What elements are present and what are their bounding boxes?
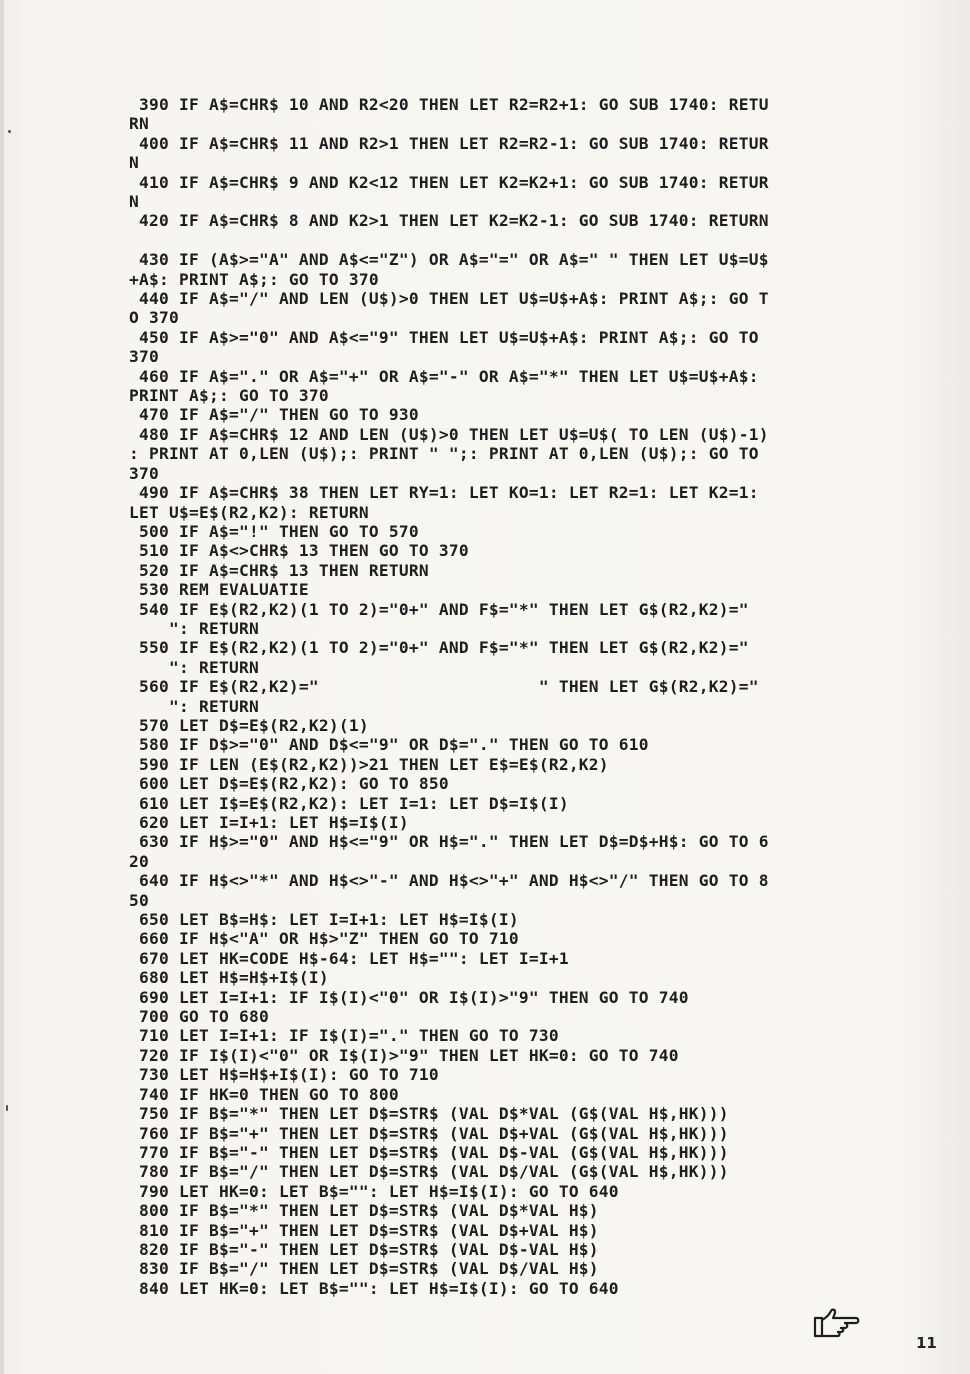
program-line: 440 IF A$="/" AND LEN (U$)>0 THEN LET U$=U$+A$: PRINT A$;: GO T O 370 — [129, 289, 769, 328]
program-line: 640 IF H$<>"*" AND H$<>"-" AND H$<>"+" AND H$<>"/" THEN GO TO 8 50 — [129, 871, 769, 910]
program-line: 820 IF B$="-" THEN LET D$=STR$ (VAL D$-VAL H$) — [129, 1239, 599, 1259]
page-fold-shadow — [0, 0, 4, 1374]
program-line: 390 IF A$=CHR$ 10 AND R2<20 THEN LET R2=R2+1: GO SUB 1740: RETU RN — [129, 95, 769, 134]
program-line: 740 IF HK=0 THEN GO TO 800 — [129, 1084, 399, 1104]
program-line: 610 LET I$=E$(R2,K2): LET I=1: LET D$=I$(I) — [129, 793, 569, 813]
program-line: 750 IF B$="*" THEN LET D$=STR$ (VAL D$*VAL (G$(VAL H$,HK))) — [129, 1104, 729, 1124]
program-line: 400 IF A$=CHR$ 11 AND R2>1 THEN LET R2=R2-1: GO SUB 1740: RETUR N — [129, 133, 769, 173]
program-line: 600 LET D$=E$(R2,K2): GO TO 850 — [129, 774, 449, 794]
program-line: 470 IF A$="/" THEN GO TO 930 — [129, 405, 419, 425]
program-line: 500 IF A$="!" THEN GO TO 570 — [129, 521, 419, 541]
program-line: 720 IF I$(I)<"0" OR I$(I)>"9" THEN LET HK=0: GO TO 740 — [129, 1045, 679, 1065]
program-line: 620 LET I=I+1: LET H$=I$(I) — [129, 813, 409, 833]
program-line: 700 GO TO 680 — [129, 1007, 269, 1027]
program-line: 550 IF E$(R2,K2)(1 TO 2)="0+" AND F$="*" THEN LET G$(R2,K2)=" ": RETURN — [139, 638, 749, 677]
program-line: 730 LET H$=H$+I$(I): GO TO 710 — [129, 1065, 439, 1085]
basic-program-listing — [129, 95, 874, 1298]
program-line: 420 IF A$=CHR$ 8 AND K2>1 THEN LET K2=K2-1: GO SUB 1740: RETURN — [129, 211, 769, 231]
program-line: 520 IF A$=CHR$ 13 THEN RETURN — [129, 560, 429, 580]
program-line: 710 LET I=I+1: IF I$(I)="." THEN GO TO 730 — [129, 1026, 559, 1046]
program-line: 680 LET H$=H$+I$(I) — [129, 968, 329, 988]
page-number: 11 — [916, 1334, 937, 1352]
program-line: 430 IF (A$>="A" AND A$<="Z") OR A$="=" OR A$=" " THEN LET U$=U$ +A$: PRINT A$;: GO TO 370 — [129, 250, 769, 289]
program-line: 760 IF B$="+" THEN LET D$=STR$ (VAL D$+VAL (G$(VAL H$,HK))) — [129, 1123, 729, 1143]
program-line: 650 LET B$=H$: LET I=I+1: LET H$=I$(I) — [129, 910, 519, 930]
program-line: 790 LET HK=0: LET B$="": LET H$=I$(I): GO TO 640 — [129, 1181, 619, 1201]
program-line: 670 LET HK=CODE H$-64: LET H$="": LET I=I+1 — [129, 948, 569, 968]
program-line: 660 IF H$<"A" OR H$>"Z" THEN GO TO 710 — [129, 929, 519, 949]
program-line: 410 IF A$=CHR$ 9 AND K2<12 THEN LET K2=K2+1: GO SUB 1740: RETUR N — [129, 172, 769, 212]
program-line: 530 REM EVALUATIE — [129, 580, 309, 600]
program-line: 480 IF A$=CHR$ 12 AND LEN (U$)>0 THEN LET U$=U$( TO LEN (U$)-1) : PRINT AT 0,LEN (U$);: PRINT " ";: PRINT AT 0,LEN (U$);: GO TO 370 — [129, 424, 769, 483]
program-line: 800 IF B$="*" THEN LET D$=STR$ (VAL D$*VAL H$) — [129, 1201, 599, 1221]
program-line: 590 IF LEN (E$(R2,K2))>21 THEN LET E$=E$(R2,K2) — [129, 754, 609, 774]
program-line: 510 IF A$<>CHR$ 13 THEN GO TO 370 — [129, 541, 469, 561]
scan-speck — [8, 130, 11, 133]
program-line: 810 IF B$="+" THEN LET D$=STR$ (VAL D$+VAL H$) — [129, 1220, 599, 1240]
program-line: 630 IF H$>="0" AND H$<="9" OR H$="." THEN LET D$=D$+H$: GO TO 6 20 — [129, 832, 769, 871]
program-line: 690 LET I=I+1: IF I$(I)<"0" OR I$(I)>"9" THEN GO TO 740 — [129, 987, 689, 1007]
program-line: 490 IF A$=CHR$ 38 THEN LET RY=1: LET KO=1: LET R2=1: LET K2=1: LET U$=E$(R2,K2): RETURN — [129, 483, 759, 522]
program-line: 460 IF A$="." OR A$="+" OR A$="-" OR A$="*" THEN LET U$=U$+A$: PRINT A$;: GO TO 370 — [129, 366, 759, 406]
program-line: 580 IF D$>="0" AND D$<="9" OR D$="." THEN GO TO 610 — [129, 735, 649, 755]
program-line: 540 IF E$(R2,K2)(1 TO 2)="0+" AND F$="*" THEN LET G$(R2,K2)=" ": RETURN — [139, 599, 749, 638]
program-line: 830 IF B$="/" THEN LET D$=STR$ (VAL D$/VAL H$) — [129, 1259, 599, 1279]
program-line: 560 IF E$(R2,K2)=" " THEN LET G$(R2,K2)=" ": RETURN — [139, 677, 759, 716]
scan-speck — [6, 1105, 8, 1111]
program-line: 770 IF B$="-" THEN LET D$=STR$ (VAL D$-VAL (G$(VAL H$,HK))) — [129, 1142, 729, 1162]
program-line: 450 IF A$>="0" AND A$<="9" THEN LET U$=U$+A$: PRINT A$;: GO TO 370 — [129, 327, 759, 367]
program-line: 570 LET D$=E$(R2,K2)(1) — [129, 715, 369, 735]
pointing-hand-icon — [812, 1306, 862, 1340]
program-line: 780 IF B$="/" THEN LET D$=STR$ (VAL D$/VAL (G$(VAL H$,HK))) — [129, 1162, 729, 1182]
program-line: 840 LET HK=0: LET B$="": LET H$=I$(I): GO TO 640 — [129, 1278, 619, 1298]
